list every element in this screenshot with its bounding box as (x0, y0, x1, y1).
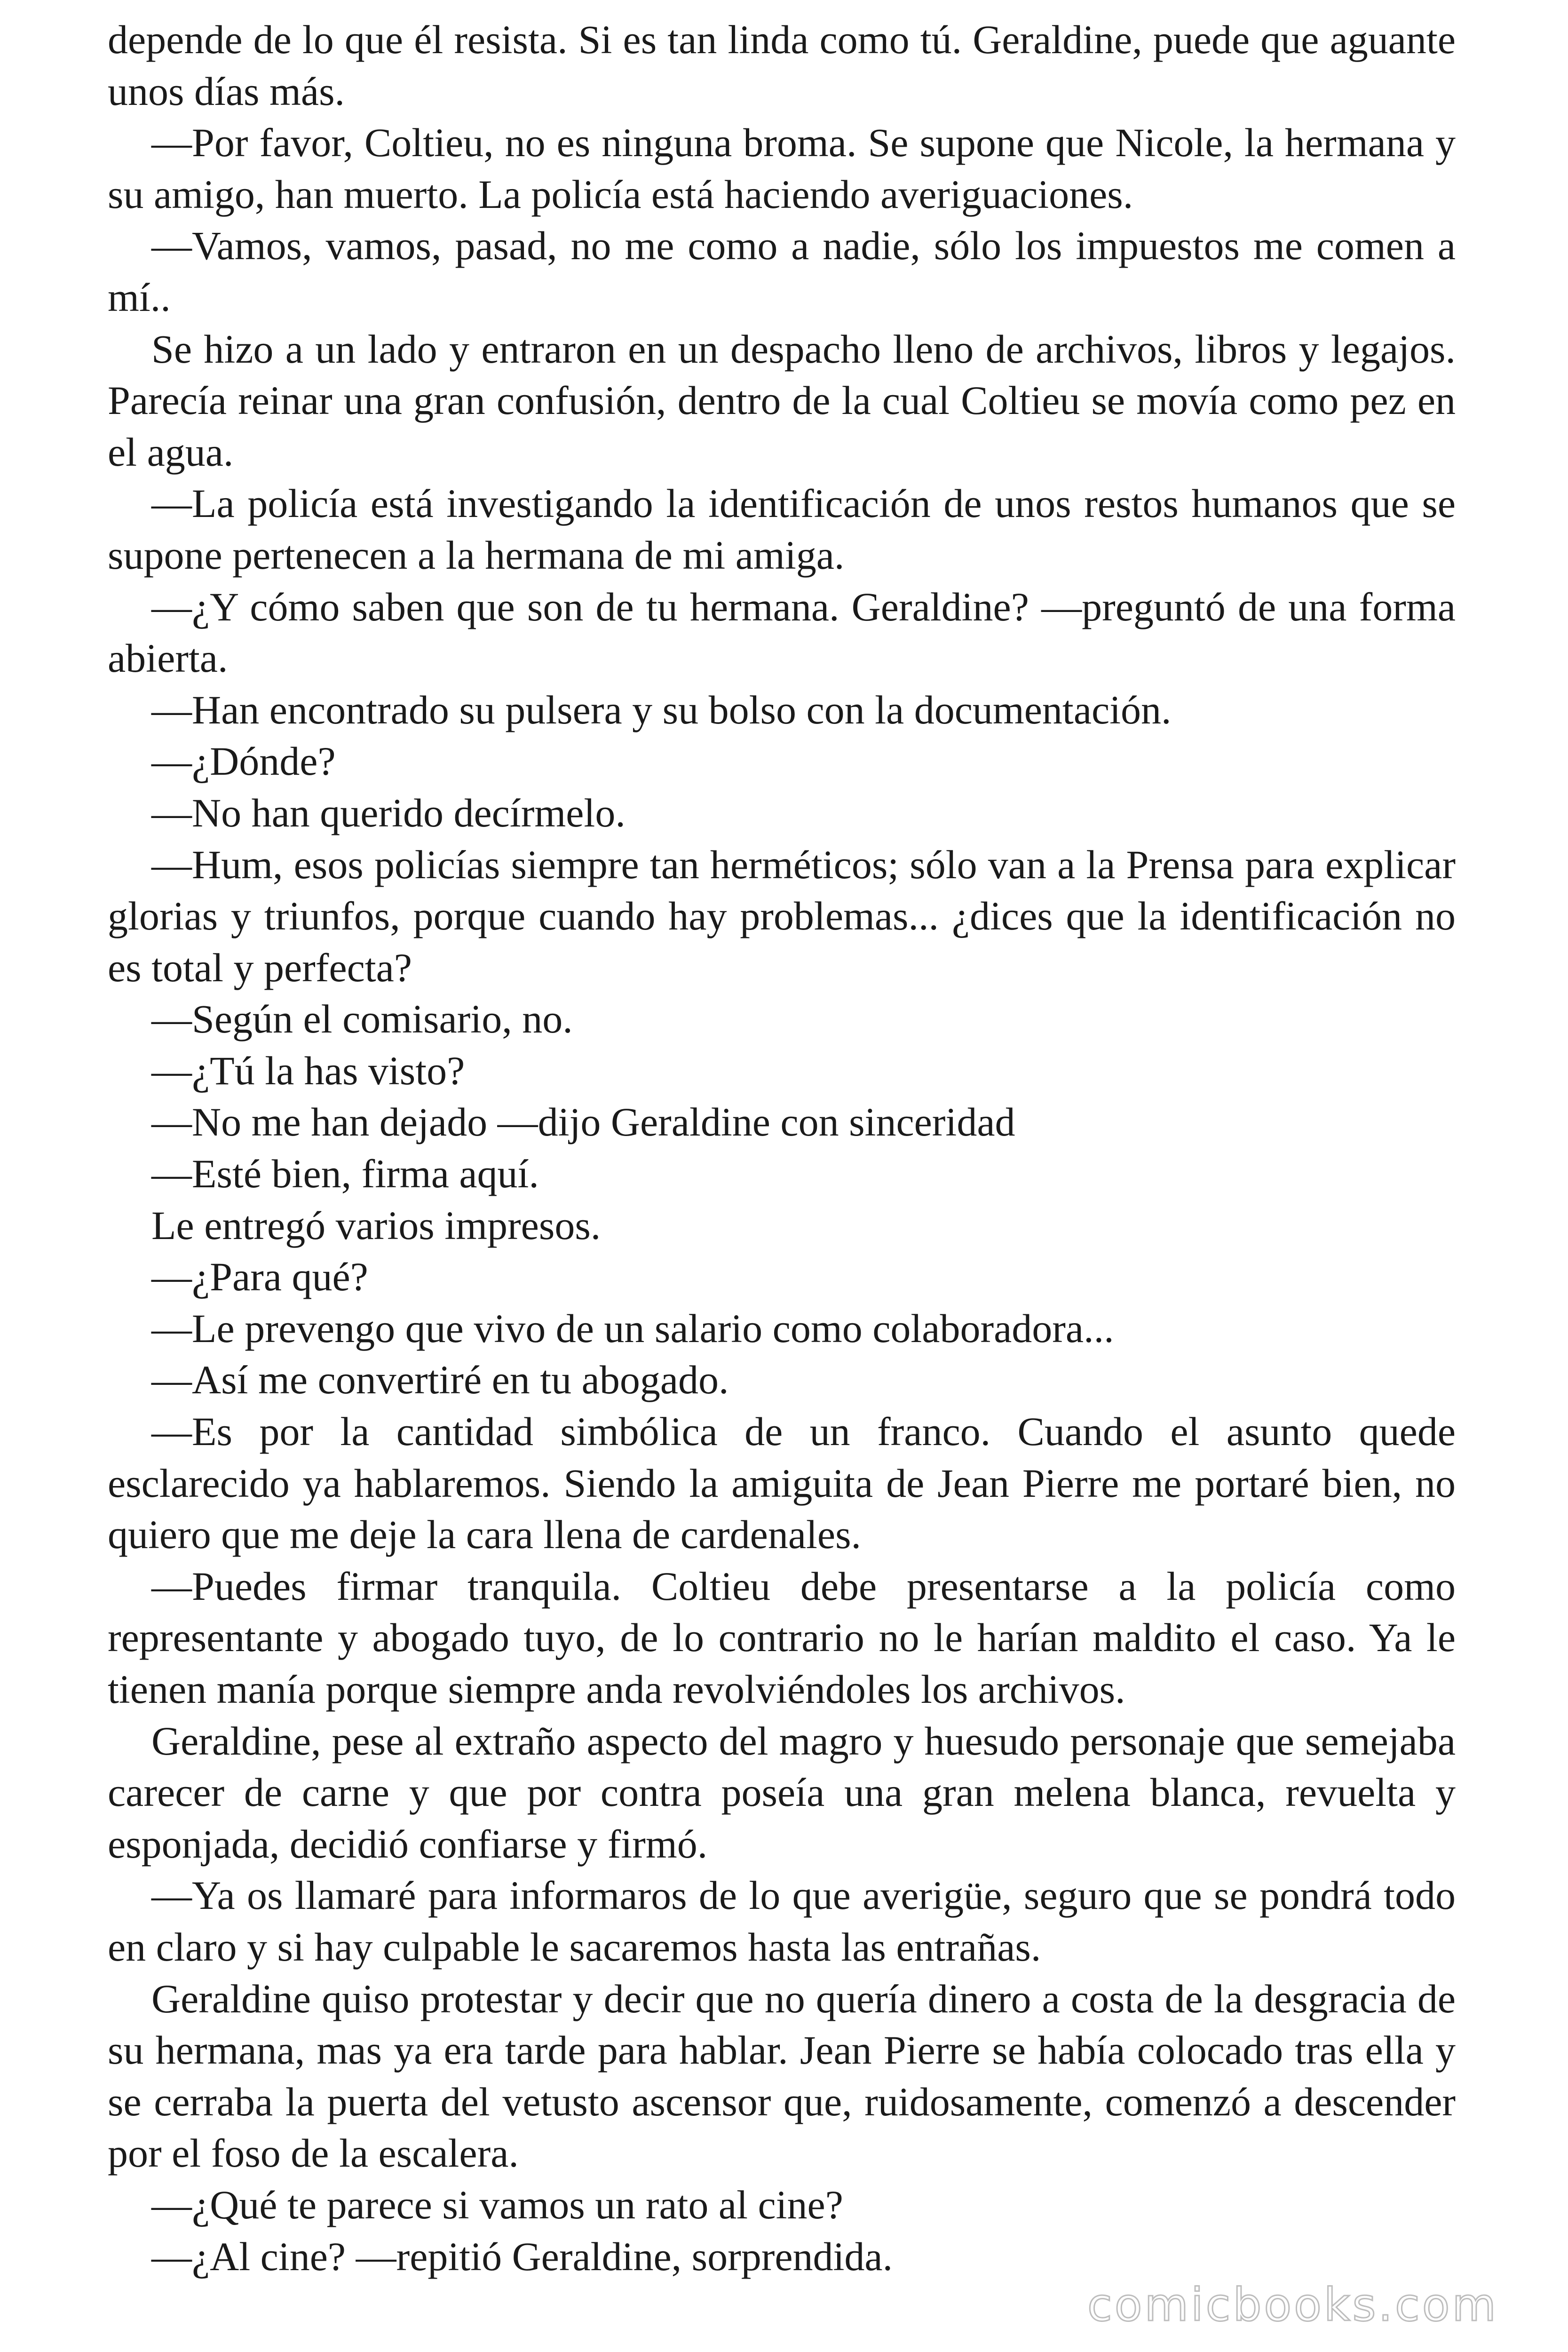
paragraph: —Según el comisario, no. (151, 996, 573, 1042)
paragraph: —Vamos, vamos, pasad, no me como a nadie, sólo los impuestos me comen a mí.. (108, 223, 1456, 320)
paragraph: —Han encontrado su pulsera y su bolso con la documentación. (151, 687, 1172, 732)
paragraph: —Le prevengo que vivo de un salario como colaboradora... (151, 1305, 1114, 1351)
paragraph: —Así me convertiré en tu abogado. (151, 1357, 729, 1403)
paragraph: —Es por la cantidad simbólica de un franco. Cuando el asunto quede esclarecido ya hablaremos. Siendo la amiguita de Jean Pierre me portaré bien, no quiero que me deje la cara llena de cardenales. (108, 1409, 1456, 1557)
paragraph: —¿Dónde? (151, 739, 336, 784)
paragraph: Se hizo a un lado y entraron en un despacho lleno de archivos, libros y legajos. Parecía reinar una gran confusión, dentro de la cual Coltieu se movía como pez en el agua. (108, 326, 1456, 475)
paragraph: Geraldine, pese al extraño aspecto del magro y huesudo personaje que semejaba carecer de carne y que por contra poseía una gran melena blanca, revuelta y esponjada, decidió confiarse y firmó. (108, 1718, 1456, 1867)
paragraph: —Puedes firmar tranquila. Coltieu debe presentarse a la policía como representante y abogado tuyo, de lo contrario no le harían maldito el caso. Ya le tienen manía porque siempre anda revolviéndoles los archivos. (108, 1563, 1456, 1712)
watermark: comicbooks.com (1087, 2279, 1498, 2331)
paragraph: —¿Y cómo saben que son de tu hermana. Geraldine? —preguntó de una forma abierta. (108, 584, 1456, 681)
paragraph: —Esté bien, firma aquí. (151, 1151, 539, 1197)
paragraph: —¿Al cine? —repitió Geraldine, sorprendida. (151, 2233, 893, 2279)
paragraph: —¿Qué te parece si vamos un rato al cine? (151, 2182, 843, 2227)
paragraph: —La policía está investigando la identificación de unos restos humanos que se supone pertenecen a la hermana de mi amiga. (108, 481, 1456, 578)
paragraph: Le entregó varios impresos. (151, 1202, 601, 1248)
paragraph: —Ya os llamaré para informaros de lo que averigüe, seguro que se pondrá todo en claro y si hay culpable le sacaremos hasta las entrañas. (108, 1873, 1456, 1970)
paragraph: —Por favor, Coltieu, no es ninguna broma. Se supone que Nicole, la hermana y su amigo, han muerto. La policía está haciendo averiguaciones. (108, 120, 1456, 217)
paragraph: depende de lo que él resista. Si es tan linda como tú. Geraldine, puede que aguante unos días más. (108, 17, 1456, 114)
paragraph: —¿Tú la has visto? (151, 1048, 465, 1093)
page-body (108, 14, 1456, 2282)
paragraph: —¿Para qué? (151, 1254, 368, 1300)
paragraph: —Hum, esos policías siempre tan herméticos; sólo van a la Prensa para explicar glorias y triunfos, porque cuando hay problemas... ¿dices que la identificación no es total y perfecta? (108, 842, 1456, 990)
paragraph: —No han querido decírmelo. (151, 790, 626, 835)
paragraph: Geraldine quiso protestar y decir que no quería dinero a costa de la desgracia de su hermana, mas ya era tarde para hablar. Jean Pierre se había colocado tras ella y se cerraba la puerta del vetusto ascensor que, ruidosamente, comenzó a descender por el foso de la escalera. (108, 1976, 1456, 2176)
paragraph: —No me han dejado —dijo Geraldine con sinceridad (151, 1099, 1015, 1145)
